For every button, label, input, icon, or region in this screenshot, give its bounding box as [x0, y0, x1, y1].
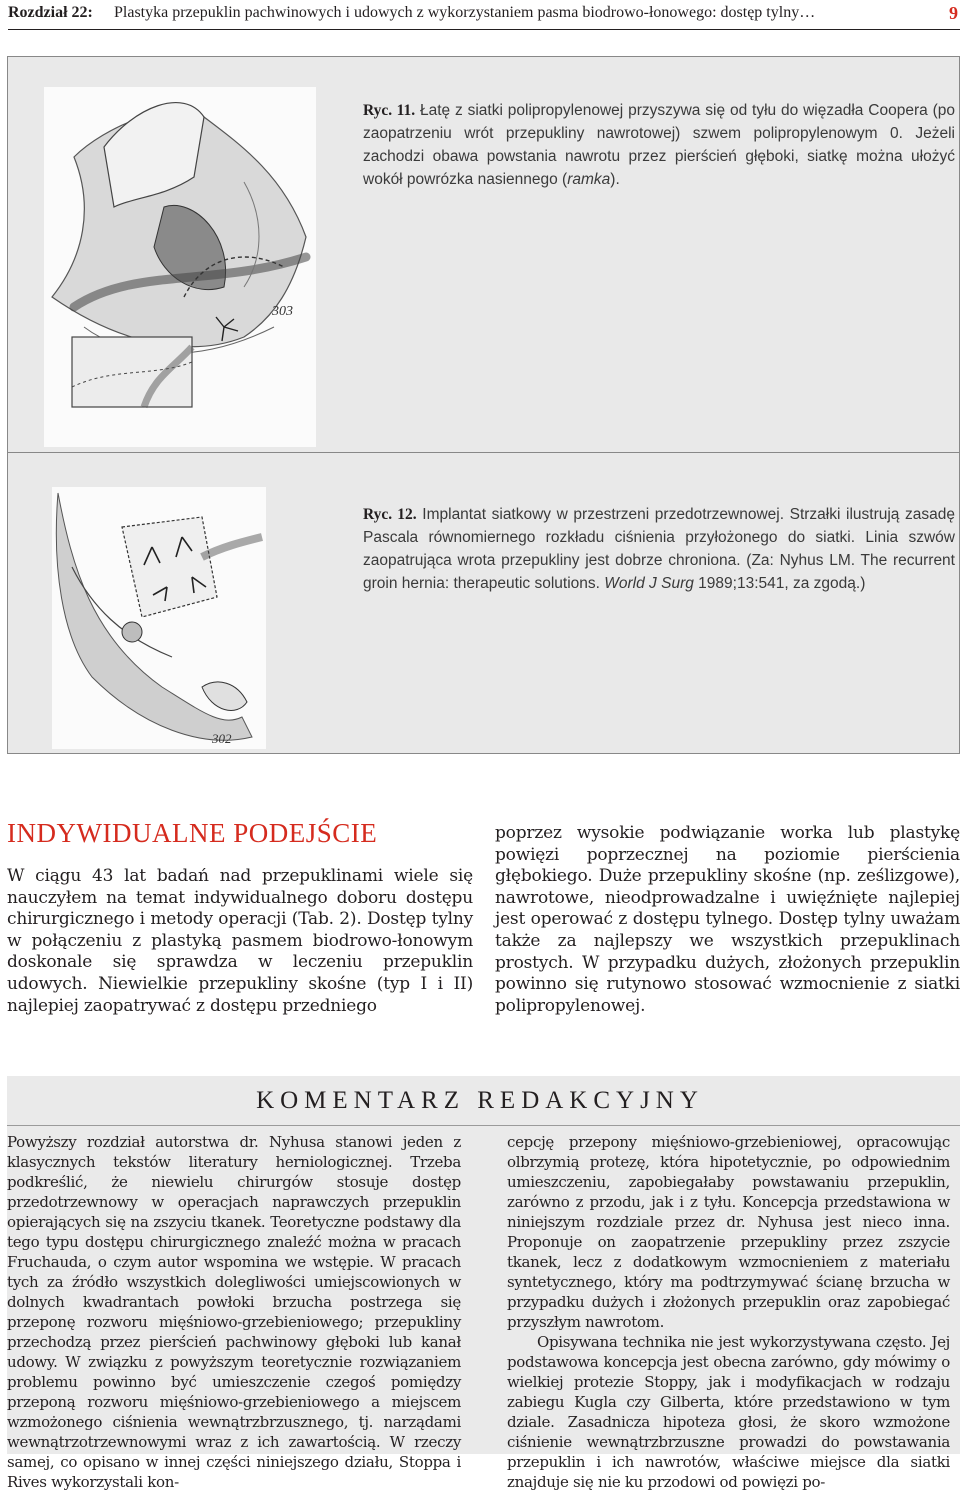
- figure-12-caption: [363, 503, 955, 595]
- figure-12-illustration: [52, 487, 266, 749]
- figure-12-signature: 302: [212, 731, 232, 746]
- figure-12-label: Ryc. 12.: [363, 506, 417, 523]
- editorial-comment-divider: [7, 1125, 960, 1126]
- chapter-label: Rozdział 22:: [8, 4, 93, 21]
- surgical-drawing-icon: [44, 87, 316, 447]
- editorial-comment-paragraph-1: cepcję przepony mięśniowo-grzebieniowej, opracowując olbrzymią protezę, która hipotetycznie, po odpowiednim umieszczeniu, zapobiegałaby powstawaniu przepuklin, zarówno z przodu, jak i z tyłu. Koncepcja przedstawiona w niniejszym rozdziale przez dr. Nyhusa jest nieco inna. Proponuje on zaopatrzenie przepukliny przez zszycie tkanek, lecz z dodatkowym wzmocnieniem z materiału syntetycznego, który ma podtrzymywać ścianę brzucha w przypadku dużych i złożonych przepuklin oraz zapobiegać przyszłym nawrotom.: [507, 1133, 950, 1331]
- header-divider: [8, 29, 960, 30]
- running-header: [8, 4, 960, 30]
- figure-12-text: Implantat siatkowy w przestrzeni przedotrzewnowej. Strzałki ilustrują zasadę Pascala równomiernego rozkładu ciśnienia przyłożonego do siatki. Linia szwów zaopatrująca wrota przepukliny jest dobrze chroniona. (Za: Nyhus LM. The recurrent groin hernia: therapeutic solutions.: [363, 506, 955, 592]
- figure-11-panel: [7, 56, 960, 454]
- figure-11-label: Ryc. 11.: [363, 102, 416, 119]
- section-column-left: W ciągu 43 lat badań nad przepuklinami wiele się nauczyłem na temat indywidualnego doboru dostępu chirurgicznego i metody operacji (Tab. 2). Dostęp tylny w połączeniu z plastyką pasmem biodrowo-łonowym doskonale się sprawdza w leczeniu przepuklin udowych. Niewielkie przepukliny skośne (typ I i II) najlepiej zaopatrywać z dostępu przedniego: [7, 866, 473, 1016]
- figure-11-italic: ramka: [567, 171, 611, 188]
- figure-12-italic: World J Surg: [604, 575, 694, 592]
- figure-11-illustration: [44, 87, 316, 447]
- mesh-implant-drawing-icon: [52, 487, 266, 749]
- section-column-right: poprzez wysokie podwiązanie worka lub plastykę powięzi poprzecznej na poziomie pierścienia głębokiego. Duże przepukliny skośne (np. ześlizgowe), nawrotowe, nieodprowadzalne i uwięźnięte najlepiej jest operować z dostępu tylnego. Dostęp tylny uważam także za najlepszy we wszystkich przepuklinach prostych. W przypadku dużych, złożonych przepuklin powinno się rutynowo stosować wzmocnienie z siatki polipropylenowej.: [495, 823, 960, 1016]
- editorial-comment-title: KOMENTARZ REDAKCYJNY: [256, 1087, 704, 1114]
- page-number: 9: [949, 3, 958, 23]
- figure-12-panel: [7, 452, 960, 754]
- section-heading: INDYWIDUALNE PODEJŚCIE: [7, 818, 378, 848]
- figure-11-text: Łatę z siatki polipropylenowej przyszywa się od tyłu do więzadła Coopera (po zaopatrzeniu wrót przepukliny nawrotowej) szwem polipropylenowym 0. Jeżeli zachodzi obawa powstania nawrotu przez pierścień głęboki, siatkę można ułożyć wokół powrózka nasiennego (: [363, 102, 955, 188]
- figure-11-signature: 303: [272, 304, 293, 319]
- figure-11-text-end: ).: [610, 171, 620, 188]
- editorial-comment-column-left: Powyższy rozdział autorstwa dr. Nyhusa stanowi jeden z klasycznych tekstów literatury herniologicznej. Trzeba podkreślić, że niewielu chirurgów stosuje dostęp przedotrzewnowy w operacjach naprawczych przepuklin opierających się na zszyciu tkanek. Teoretyczne podstawy dla tego typu dostępu chirurgicznego znaleźć można w pracach Fruchauda, o czym autor wspomina we wstępie. W pracach tych za źródło wszystkich dolegliwości umiejscowionych w dolnych kwadrantach powłoki brzucha postrzega się przeponę rozworu mięśniowo-grzebieniowego; przepukliny przechodzą przez pierścień pachwinowy głęboki lub kanał udowy. W związku z powyższym teoretycznie rozwiązaniem problemu powinno być umieszczenie czegoś pomiędzy przeponą rozworu mięśniowo-grzebieniowego a miejscem wzmożonego ciśnienia wewnątrzbrzusznego, tj. narządami wewnątrzotrzewnowymi wraz z ich zawartością. W rzeczy samej, co opisano w innej części niniejszego działu, Stoppa i Rives wykorzystali kon-: [7, 1133, 461, 1491]
- figure-11-caption: [363, 99, 955, 191]
- editorial-comment-column-right: [507, 1132, 950, 1492]
- chapter-title: Plastyka przepuklin pachwinowych i udowych z wykorzystaniem pasma biodrowo-łonowego: dostęp tylny…: [114, 4, 816, 21]
- editorial-comment-paragraph-2: Opisywana technika nie jest wykorzystywana często. Jej podstawowa koncepcja jest obecna zarówno, gdy mówimy o wielkiej protezie Stoppy, jak i modyfikacjach w rodzaju zabiegu Kugla czy Gilberta, które przedstawiono w tym dziale. Zasadnicza hipoteza głosi, że skoro wzmożone ciśnienie wewnątrzbrzuszne prowadzi do powstawania przepuklin i ich nawrotów, właściwe miejsce dla siatki znajduje się nie ku przodowi od powięzi po-: [507, 1333, 950, 1491]
- figure-12-text-end: 1989;13:541, za zgodą.): [693, 575, 866, 592]
